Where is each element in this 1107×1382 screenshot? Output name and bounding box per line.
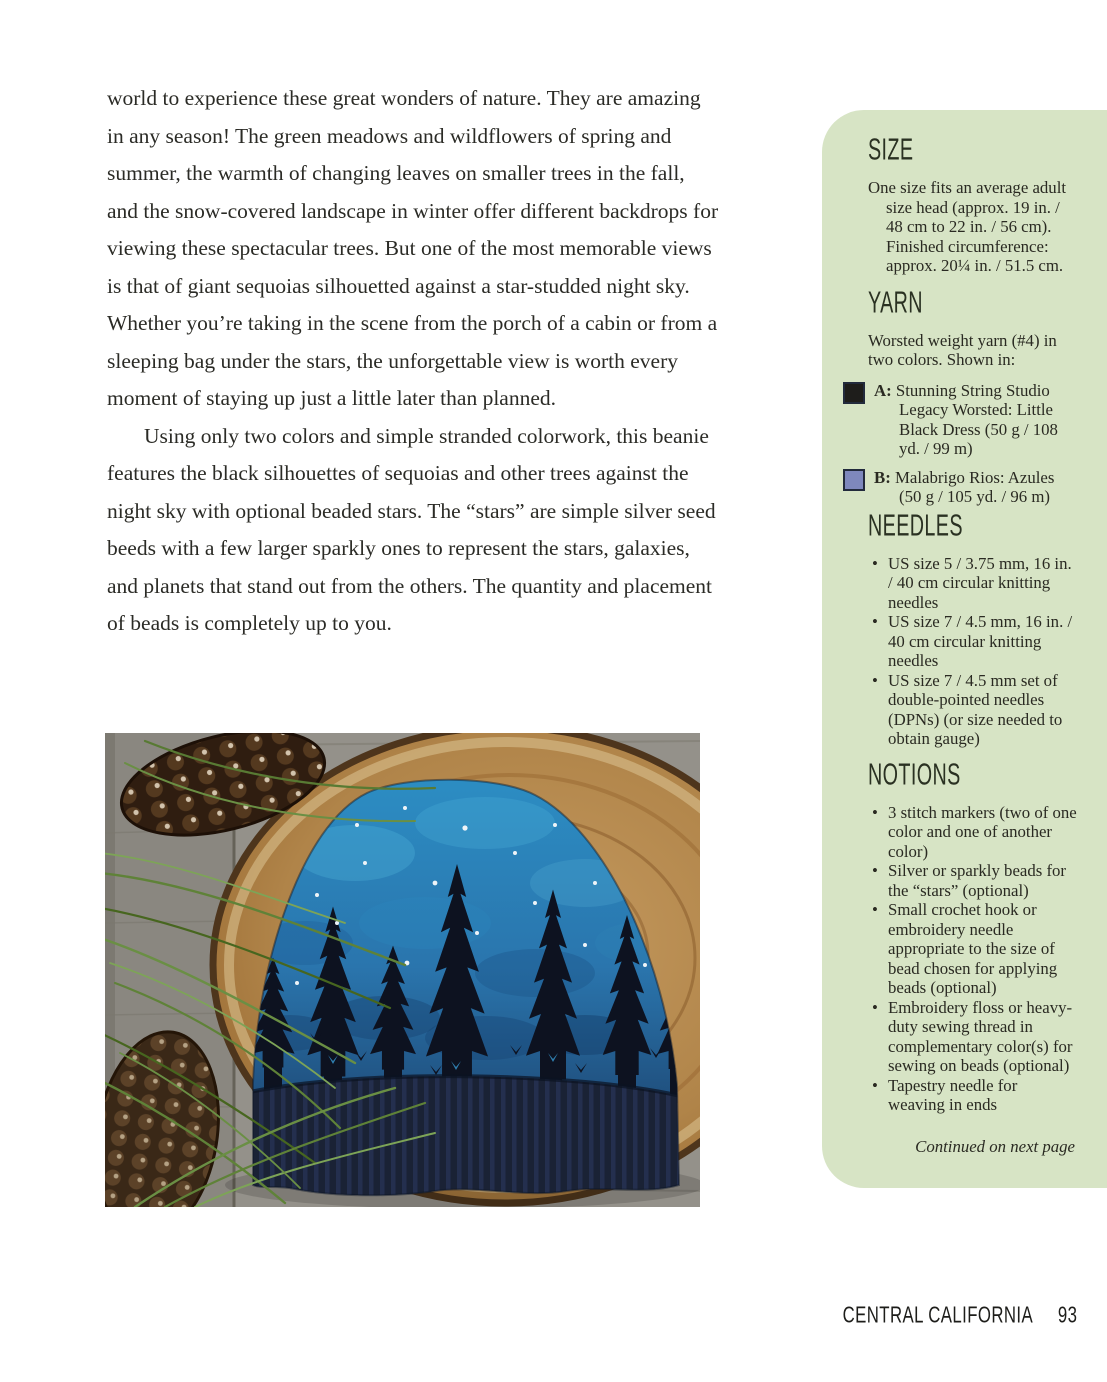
section-notions: [868, 755, 1078, 1115]
body-paragraph-2: Using only two colors and simple stranded colorwork, this beanie features the black silhouettes of sequoias and other trees against the night sky with optional beaded stars. The “stars” are simple silver seed beeds with a few larger sparkly ones to represent the stars, galaxies, and planets that stand out from the others. The quantity and placement of beads is completely up to you.: [107, 423, 716, 635]
notions-item: • Small crochet hook or embroidery needle appropriate to the size of bead chosen for applying beads (optional): [868, 900, 1078, 998]
yarn-b-label: B:: [874, 467, 891, 487]
footer-page-number: 93: [1057, 1302, 1077, 1329]
notions-heading: NOTIONS: [868, 755, 961, 792]
article-text: [107, 80, 719, 643]
body-paragraph-1: world to experience these great wonders of nature. They are amazing in any season! The green meadows and wildflowers of spring and summer, the warmth of changing leaves on smaller trees in the fall, and the snow-covered landscape in winter offer different backdrops for viewing these spectacular trees. But one of the most memorable views is that of giant sequoias silhouetted against a star-studded night sky. Whether you’re taking in the scene from the porch of a cabin or from a sleeping bag under the stars, the unforgettable view is worth every moment of staying up just a little later than planned.: [107, 86, 719, 410]
needles-item: • US size 7 / 4.5 mm, 16 in. / 40 cm circular knitting needles: [868, 612, 1078, 671]
yarn-b-swatch: [843, 469, 865, 491]
yarn-colorway-b: [843, 468, 1078, 507]
yarn-colorway-a: [843, 381, 1078, 459]
notions-item: • Silver or sparkly beads for the “stars” (optional): [868, 861, 1078, 900]
notions-list: [868, 803, 1078, 1115]
size-body: One size fits an average adult size head (approx. 19 in. / 48 cm to 22 in. / 56 cm). Finished circumference: approx. 20¼ in. / 51.5 cm.: [868, 178, 1067, 275]
yarn-intro: Worsted weight yarn (#4) in two colors. Shown in:: [868, 330, 1057, 369]
yarn-a-description: Stunning String Studio Legacy Worsted: Little Black Dress (50 g / 108 yd. / 99 m): [895, 380, 1058, 458]
notions-item: • 3 stitch markers (two of one color and one of another color): [868, 803, 1078, 862]
beanie-photo: [105, 733, 700, 1207]
pattern-sidebar: [822, 110, 1107, 1188]
continued-note: Continued on next page: [915, 1136, 1075, 1156]
section-needles: [868, 506, 1078, 749]
needles-list: [868, 554, 1078, 749]
notions-item: • Embroidery floss or heavy-duty sewing thread in complementary color(s) for sewing on beads (optional): [868, 998, 1078, 1076]
needles-item: • US size 7 / 4.5 mm set of double-pointed needles (DPNs) (or size needed to obtain gauge): [868, 671, 1078, 749]
yarn-a-label: A:: [874, 380, 892, 400]
yarn-b-description: Malabrigo Rios: Azules (50 g / 105 yd. / 96 m): [894, 467, 1055, 506]
yarn-heading: YARN: [868, 283, 923, 320]
notions-item: • Tapestry needle for weaving in ends: [868, 1076, 1078, 1115]
section-size: [868, 131, 1078, 276]
footer-section-title: CENTRAL CALIFORNIA: [842, 1302, 1033, 1329]
page-footer: [795, 1304, 1077, 1328]
size-heading: SIZE: [868, 131, 914, 167]
needles-item: • US size 5 / 3.75 mm, 16 in. / 40 cm circular knitting needles: [868, 554, 1078, 613]
needles-heading: NEEDLES: [868, 506, 963, 543]
yarn-a-swatch: [843, 382, 865, 404]
section-yarn: [868, 283, 1078, 507]
